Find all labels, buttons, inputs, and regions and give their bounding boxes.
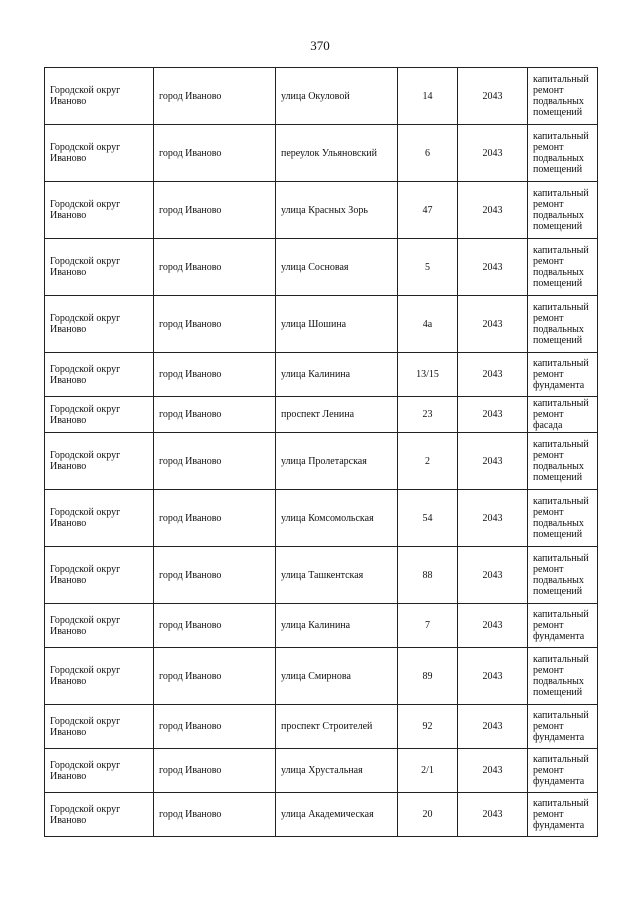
- street-cell: улица Сосновая: [276, 239, 398, 296]
- district-cell: Городской округ Иваново: [45, 182, 154, 239]
- table-row: [45, 239, 598, 296]
- work-type-cell: капитальный ремонт фасада: [528, 397, 598, 433]
- year-cell: 2043: [458, 705, 528, 749]
- year-cell: 2043: [458, 125, 528, 182]
- street-cell: улица Ташкентская: [276, 547, 398, 604]
- street-cell: улица Смирнова: [276, 648, 398, 705]
- year-cell: 2043: [458, 749, 528, 793]
- table-row: [45, 749, 598, 793]
- year-cell: 2043: [458, 793, 528, 837]
- house-number-cell: 14: [398, 68, 458, 125]
- table-row: [45, 296, 598, 353]
- district-cell: Городской округ Иваново: [45, 353, 154, 397]
- district-cell: Городской округ Иваново: [45, 547, 154, 604]
- street-cell: улица Хрустальная: [276, 749, 398, 793]
- district-cell: Городской округ Иваново: [45, 705, 154, 749]
- settlement-cell: город Иваново: [154, 239, 276, 296]
- settlement-cell: город Иваново: [154, 397, 276, 433]
- settlement-cell: город Иваново: [154, 547, 276, 604]
- settlement-cell: город Иваново: [154, 604, 276, 648]
- work-type-cell: капитальный ремонт фундамента: [528, 793, 598, 837]
- work-type-cell: капитальный ремонт подвальных помещений: [528, 182, 598, 239]
- house-number-cell: 2/1: [398, 749, 458, 793]
- year-cell: 2043: [458, 547, 528, 604]
- table-row: [45, 547, 598, 604]
- district-cell: Городской округ Иваново: [45, 793, 154, 837]
- table-row: [45, 182, 598, 239]
- street-cell: улица Пролетарская: [276, 433, 398, 490]
- street-cell: улица Окуловой: [276, 68, 398, 125]
- house-number-cell: 23: [398, 397, 458, 433]
- table-row: [45, 125, 598, 182]
- settlement-cell: город Иваново: [154, 648, 276, 705]
- settlement-cell: город Иваново: [154, 793, 276, 837]
- work-type-cell: капитальный ремонт фундамента: [528, 353, 598, 397]
- table-row: [45, 68, 598, 125]
- table-row: [45, 397, 598, 433]
- table-row: [45, 705, 598, 749]
- house-number-cell: 88: [398, 547, 458, 604]
- street-cell: улица Академическая: [276, 793, 398, 837]
- district-cell: Городской округ Иваново: [45, 648, 154, 705]
- work-type-cell: капитальный ремонт подвальных помещений: [528, 547, 598, 604]
- table-row: [45, 490, 598, 547]
- table-row: [45, 648, 598, 705]
- table-body: [45, 68, 598, 837]
- table-row: [45, 433, 598, 490]
- house-number-cell: 2: [398, 433, 458, 490]
- district-cell: Городской округ Иваново: [45, 239, 154, 296]
- year-cell: 2043: [458, 182, 528, 239]
- house-number-cell: 20: [398, 793, 458, 837]
- house-number-cell: 89: [398, 648, 458, 705]
- table-row: [45, 353, 598, 397]
- work-type-cell: капитальный ремонт фундамента: [528, 749, 598, 793]
- district-cell: Городской округ Иваново: [45, 433, 154, 490]
- house-number-cell: 5: [398, 239, 458, 296]
- house-number-cell: 6: [398, 125, 458, 182]
- street-cell: проспект Строителей: [276, 705, 398, 749]
- street-cell: улица Комсомольская: [276, 490, 398, 547]
- district-cell: Городской округ Иваново: [45, 68, 154, 125]
- house-number-cell: 47: [398, 182, 458, 239]
- settlement-cell: город Иваново: [154, 749, 276, 793]
- year-cell: 2043: [458, 490, 528, 547]
- street-cell: улица Красных Зорь: [276, 182, 398, 239]
- work-type-cell: капитальный ремонт фундамента: [528, 705, 598, 749]
- district-cell: Городской округ Иваново: [45, 296, 154, 353]
- work-type-cell: капитальный ремонт фундамента: [528, 604, 598, 648]
- year-cell: 2043: [458, 648, 528, 705]
- year-cell: 2043: [458, 296, 528, 353]
- settlement-cell: город Иваново: [154, 353, 276, 397]
- district-cell: Городской округ Иваново: [45, 749, 154, 793]
- settlement-cell: город Иваново: [154, 433, 276, 490]
- table-row: [45, 604, 598, 648]
- house-number-cell: 4а: [398, 296, 458, 353]
- table-row: [45, 793, 598, 837]
- street-cell: улица Шошина: [276, 296, 398, 353]
- settlement-cell: город Иваново: [154, 705, 276, 749]
- work-type-cell: капитальный ремонт подвальных помещений: [528, 68, 598, 125]
- work-type-cell: капитальный ремонт подвальных помещений: [528, 125, 598, 182]
- street-cell: переулок Ульяновский: [276, 125, 398, 182]
- year-cell: 2043: [458, 68, 528, 125]
- street-cell: улица Калинина: [276, 353, 398, 397]
- year-cell: 2043: [458, 239, 528, 296]
- district-cell: Городской округ Иваново: [45, 490, 154, 547]
- settlement-cell: город Иваново: [154, 490, 276, 547]
- repair-schedule-table: [44, 67, 598, 837]
- work-type-cell: капитальный ремонт подвальных помещений: [528, 433, 598, 490]
- year-cell: 2043: [458, 353, 528, 397]
- street-cell: проспект Ленина: [276, 397, 398, 433]
- district-cell: Городской округ Иваново: [45, 604, 154, 648]
- settlement-cell: город Иваново: [154, 296, 276, 353]
- house-number-cell: 13/15: [398, 353, 458, 397]
- settlement-cell: город Иваново: [154, 125, 276, 182]
- page-number: 370: [310, 38, 330, 53]
- year-cell: 2043: [458, 433, 528, 490]
- work-type-cell: капитальный ремонт подвальных помещений: [528, 296, 598, 353]
- settlement-cell: город Иваново: [154, 68, 276, 125]
- settlement-cell: город Иваново: [154, 182, 276, 239]
- year-cell: 2043: [458, 604, 528, 648]
- house-number-cell: 54: [398, 490, 458, 547]
- house-number-cell: 92: [398, 705, 458, 749]
- street-cell: улица Калинина: [276, 604, 398, 648]
- work-type-cell: капитальный ремонт подвальных помещений: [528, 648, 598, 705]
- year-cell: 2043: [458, 397, 528, 433]
- work-type-cell: капитальный ремонт подвальных помещений: [528, 490, 598, 547]
- house-number-cell: 7: [398, 604, 458, 648]
- district-cell: Городской округ Иваново: [45, 397, 154, 433]
- work-type-cell: капитальный ремонт подвальных помещений: [528, 239, 598, 296]
- district-cell: Городской округ Иваново: [45, 125, 154, 182]
